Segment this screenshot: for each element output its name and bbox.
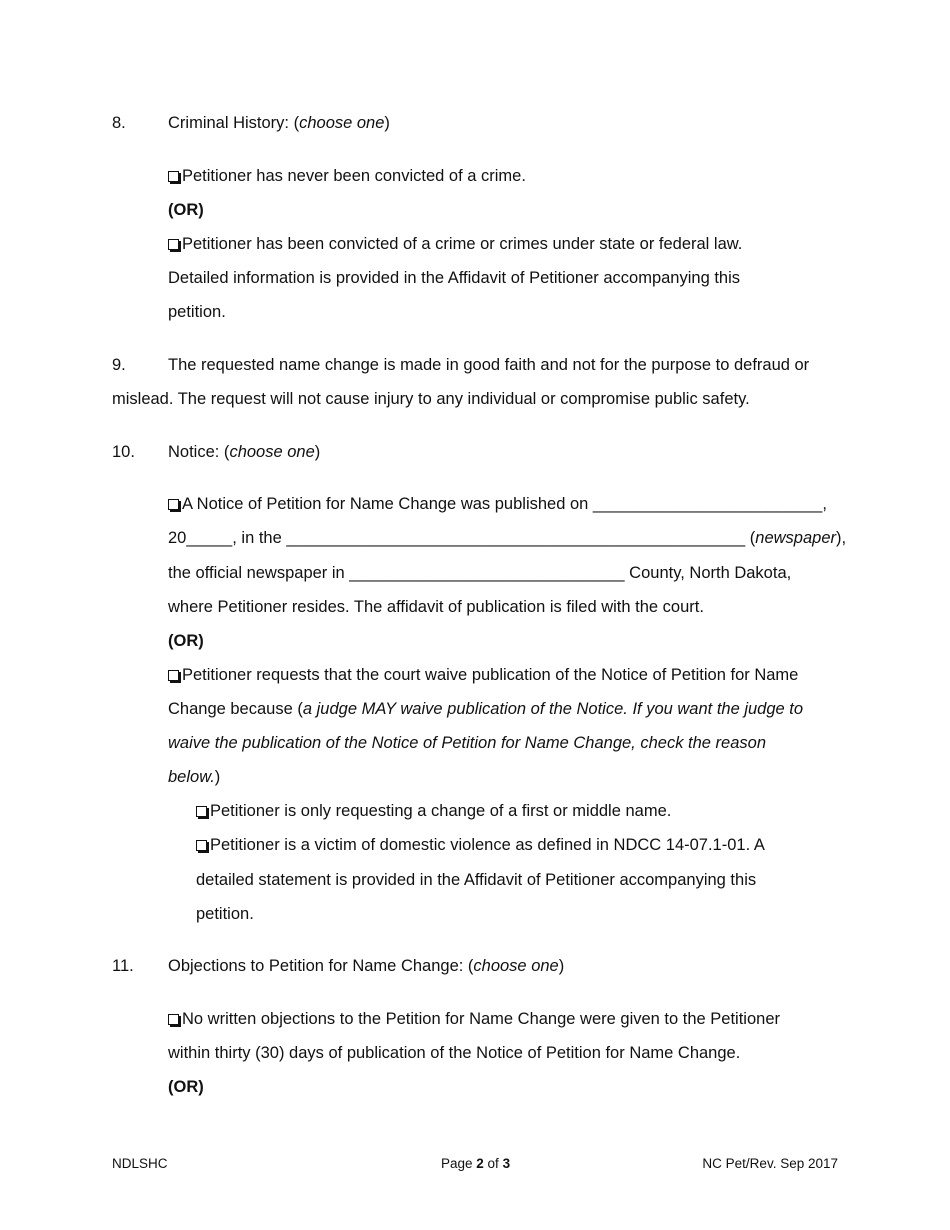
newspaper-line[interactable]: 20_____, in the __________________________________________________ (newspaper), (168, 529, 847, 547)
criminal-option-convicted[interactable]: Petitioner has been convicted of a crime or crimes under state or federal law. (168, 234, 742, 254)
waive-reason-line-3: waive the publication of the Notice of Petition for Name Change, check the reason (168, 734, 767, 752)
county-line[interactable]: the official newspaper in ______________________________ County, North Dakota, (168, 564, 792, 582)
checkbox-icon[interactable] (168, 1014, 179, 1025)
objections-option-none-line-2: within thirty (30) days of publication of the Notice of Petition for Name Change. (168, 1044, 741, 1062)
checkbox-icon[interactable] (196, 806, 207, 817)
notice-option-published[interactable]: A Notice of Petition for Name Change was published on _________________________, (168, 494, 827, 514)
checkbox-icon[interactable] (196, 840, 207, 851)
residence-line: where Petitioner resides. The affidavit of publication is filed with the court. (168, 598, 704, 616)
footer-page-number: Page 2 of 3 (441, 1156, 511, 1171)
domestic-violence-line-2: detailed statement is provided in the Affidavit of Petitioner accompanying this (196, 871, 757, 889)
waive-reason-line-4: below.) (168, 768, 221, 786)
checkbox-icon[interactable] (168, 239, 179, 250)
item-number-11: 11. (112, 957, 134, 975)
objections-heading: Objections to Petition for Name Change: (choose one) (168, 957, 565, 975)
footer-left: NDLSHC (112, 1156, 168, 1171)
waive-reason-line-2: Change because (a judge MAY waive publication of the Notice. If you want the judge to (168, 700, 804, 718)
objections-option-none[interactable]: No written objections to the Petition for Name Change were given to the Petitioner (168, 1009, 780, 1029)
notice-option-waive[interactable]: Petitioner requests that the court waive publication of the Notice of Petition for Name (168, 665, 798, 685)
good-faith-statement-line-2: mislead. The request will not cause injury to any individual or compromise public safety. (112, 390, 750, 408)
waive-option-first-middle-name[interactable]: Petitioner is only requesting a change of a first or middle name. (196, 801, 671, 821)
waive-option-domestic-violence[interactable]: Petitioner is a victim of domestic violence as defined in NDCC 14-07.1-01. A (196, 835, 765, 855)
footer-revision: NC Pet/Rev. Sep 2017 (702, 1156, 838, 1171)
criminal-option-never[interactable]: Petitioner has never been convicted of a crime. (168, 166, 526, 186)
notice-heading: Notice: (choose one) (168, 443, 321, 461)
item-number-10: 10. (112, 443, 135, 461)
or-label: (OR) (168, 201, 204, 219)
criminal-option-convicted-line-2: Detailed information is provided in the Affidavit of Petitioner accompanying this (168, 269, 741, 287)
checkbox-icon[interactable] (168, 499, 179, 510)
good-faith-statement: The requested name change is made in good faith and not for the purpose to defraud or (168, 356, 810, 374)
item-number-9: 9. (112, 356, 126, 374)
or-label: (OR) (168, 1078, 204, 1096)
or-label: (OR) (168, 632, 204, 650)
item-number-8: 8. (112, 114, 126, 132)
checkbox-icon[interactable] (168, 171, 179, 182)
criminal-option-convicted-line-3: petition. (168, 303, 226, 321)
criminal-history-heading: Criminal History: (choose one) (168, 114, 390, 132)
checkbox-icon[interactable] (168, 670, 179, 681)
domestic-violence-line-3: petition. (196, 905, 254, 923)
